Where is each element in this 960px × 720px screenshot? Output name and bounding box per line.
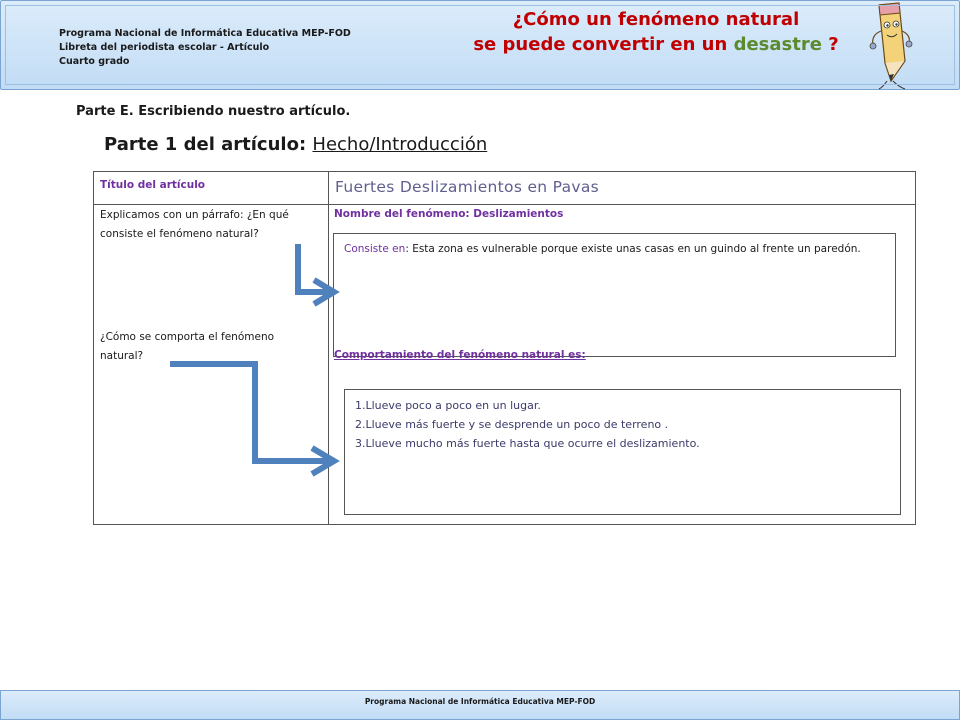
parte1-topic: Hecho/Introducción: [312, 134, 488, 155]
title-word-desastre: desastre: [733, 34, 822, 55]
step-item: 1.Llueve poco a poco en un lugar.: [355, 399, 541, 412]
phenomenon-name: Nombre del fenómeno: Deslizamientos: [334, 208, 564, 220]
consiste-textbox[interactable]: [333, 233, 896, 357]
comportamiento-textbox[interactable]: [344, 389, 901, 515]
parte1-label: Parte 1 del artículo:: [104, 134, 313, 155]
column-divider: [328, 172, 329, 524]
consiste-text: : Esta zona es vulnerable porque existe unas casas en un guindo al frente un paredón.: [405, 243, 861, 255]
section-heading-parte-e: Parte E. Escribiendo nuestro artículo.: [76, 104, 351, 119]
comportamiento-label: Comportamiento del fenómeno natural es:: [334, 349, 586, 361]
question-consiste: Explicamos con un párrafo: ¿En qué consiste el fenómeno natural?: [100, 209, 289, 240]
footer-banner: [0, 690, 960, 720]
footer-text: Programa Nacional de Informática Educativa MEP-FOD: [364, 697, 596, 706]
title-line-1: ¿Cómo un fenómeno natural: [512, 9, 800, 30]
section-heading-parte-1: [104, 134, 487, 155]
header-banner: [0, 0, 960, 90]
article-title-field[interactable]: Fuertes Deslizamientos en Pavas: [335, 178, 600, 196]
program-line-2: Libreta del periodista escolar - Artículo: [59, 42, 270, 53]
program-line-3: Cuarto grado: [59, 56, 130, 67]
page-title: [431, 7, 881, 57]
title-line-2: [431, 32, 881, 57]
article-table: [93, 171, 916, 525]
title-label: Título del artículo: [100, 179, 206, 191]
program-info: [59, 27, 351, 69]
pencil-mascot-icon: [865, 1, 917, 93]
question-comporta: ¿Cómo se comporta el fenómeno natural?: [100, 331, 275, 362]
step-item: 3.Llueve mucho más fuerte hasta que ocurre el deslizamiento.: [355, 437, 700, 450]
title-line-2-a: se puede convertir en un: [473, 34, 734, 55]
program-line-1: Programa Nacional de Informática Educativa MEP-FOD: [59, 28, 351, 39]
consiste-label: Consiste en: [344, 243, 406, 255]
step-item: 2.Llueve más fuerte y se desprende un poco de terreno .: [355, 418, 669, 431]
title-line-2-c: ?: [821, 34, 839, 55]
